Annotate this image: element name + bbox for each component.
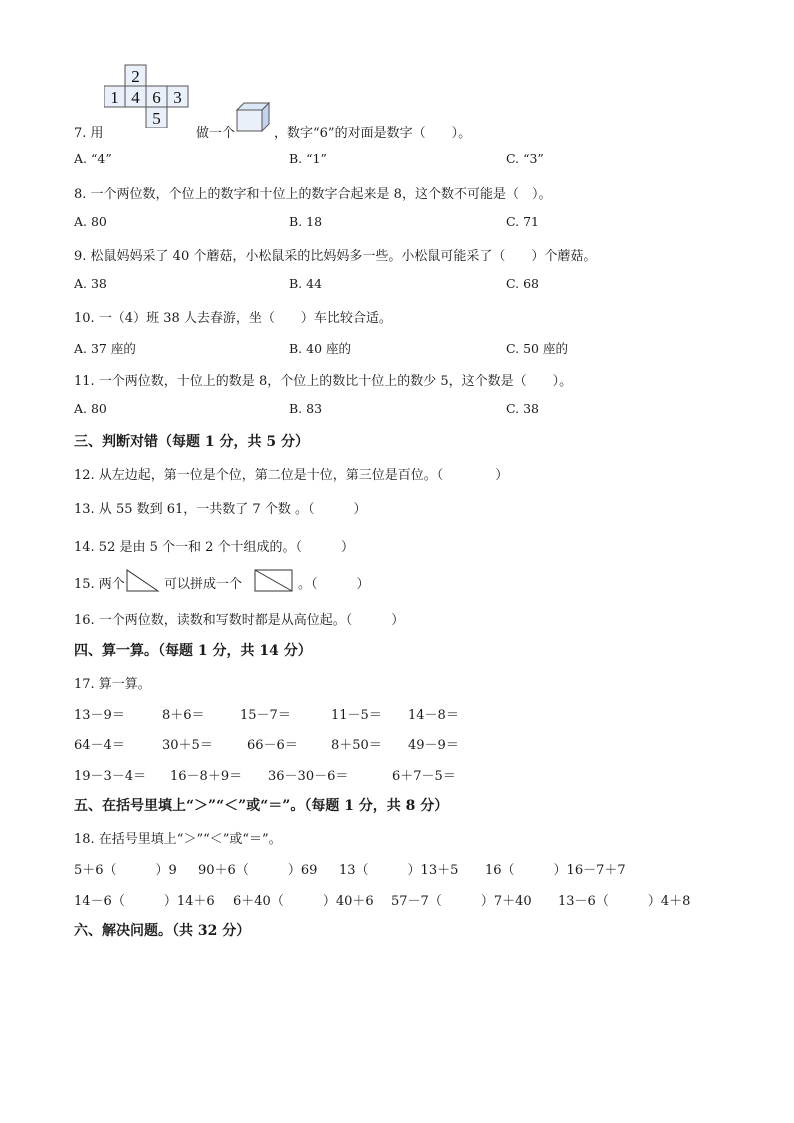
q7-option-a: A. “4” — [74, 151, 112, 166]
calc-item: 8＋50＝ — [331, 738, 382, 753]
net-digit: 3 — [173, 88, 182, 107]
q10-text: 10. 一（4）班 38 人去春游，坐（ ）车比较合适。 — [74, 311, 392, 326]
calc-item: 6＋7－5＝ — [392, 769, 456, 784]
calc-item: 8＋6＝ — [162, 708, 205, 723]
q7-option-b: B. “1” — [289, 151, 327, 166]
q10-option-c: C. 50 座的 — [506, 341, 568, 356]
q10-option-a: A. 37 座的 — [74, 341, 136, 356]
q9-option-b: B. 44 — [289, 276, 323, 291]
calc-item: 64－4＝ — [74, 738, 125, 753]
calc-item: 15－7＝ — [240, 708, 291, 723]
section-6-heading: 六、解决问题。（共 32 分） — [74, 923, 251, 939]
compare-item: 14－6（ ）14＋6 — [74, 894, 215, 909]
q11-option-a: A. 80 — [74, 401, 107, 416]
q10-option-b: B. 40 座的 — [289, 341, 352, 356]
q7-prefix: 7. 用 — [74, 126, 104, 141]
q8-option-b: B. 18 — [289, 214, 323, 229]
q9-option-a: A. 38 — [74, 276, 107, 291]
net-digit: 4 — [131, 88, 140, 107]
calc-item: 11－5＝ — [331, 708, 382, 723]
compare-item: 16（ ）16－7＋7 — [485, 863, 626, 878]
calc-item: 13－9＝ — [74, 708, 125, 723]
net-digit: 5 — [152, 109, 161, 128]
calc-item: 14－8＝ — [408, 708, 459, 723]
q15-mid: 可以拼成一个 — [164, 577, 243, 592]
compare-item: 5＋6（ ）9 — [74, 863, 177, 878]
cube-net-figure — [104, 64, 192, 128]
q7-suffix: ，数字“6”的对面是数字（ ）。 — [274, 126, 472, 141]
q18-title: 18. 在括号里填上“＞”“＜”或“＝”。 — [74, 832, 282, 847]
net-digit: 1 — [110, 88, 119, 107]
q7-mid: 做一个 — [196, 126, 236, 141]
section-5-heading: 五、在括号里填上“＞”“＜”或“＝”。（每题 1 分，共 8 分） — [74, 798, 449, 814]
q8-option-c: C. 71 — [506, 214, 539, 229]
calc-item: 16－8＋9＝ — [170, 769, 243, 784]
q9-option-c: C. 68 — [506, 276, 539, 291]
section-3-heading: 三、判断对错（每题 1 分，共 5 分） — [74, 434, 309, 450]
compare-item: 6＋40（ ）40＋6 — [233, 894, 374, 909]
rectangle-with-diagonal-icon — [254, 569, 294, 593]
right-triangle-icon — [126, 569, 160, 593]
q15-prefix: 15. 两个 — [74, 577, 125, 592]
q15-suffix: 。（ ） — [298, 577, 370, 592]
q8-text: 8. 一个两位数，个位上的数字和十位上的数字合起来是 8，这个数不可能是（ ）。 — [74, 187, 552, 202]
q16-text: 16. 一个两位数，读数和写数时都是从高位起。（ ） — [74, 613, 405, 628]
q14-text: 14. 52 是由 5 个一和 2 个十组成的。（ ） — [74, 540, 355, 555]
q8-option-a: A. 80 — [74, 214, 107, 229]
compare-item: 90＋6（ ）69 — [198, 863, 318, 878]
compare-item: 57－7（ ）7＋40 — [391, 894, 532, 909]
compare-item: 13（ ）13＋5 — [339, 863, 459, 878]
compare-item: 13－6（ ）4＋8 — [558, 894, 691, 909]
calc-item: 66－6＝ — [247, 738, 298, 753]
cube-icon — [236, 102, 270, 132]
q17-title: 17. 算一算。 — [74, 677, 151, 692]
net-digit: 6 — [152, 88, 161, 107]
q13-text: 13. 从 55 数到 61，一共数了 7 个数 。（ ） — [74, 502, 367, 517]
calc-item: 49－9＝ — [408, 738, 459, 753]
calc-item: 36－30－6＝ — [268, 769, 349, 784]
q11-text: 11. 一个两位数，十位上的数是 8，个位上的数比十位上的数少 5，这个数是（ ）。 — [74, 374, 573, 389]
calc-item: 30＋5＝ — [162, 738, 213, 753]
q12-text: 12. 从左边起，第一位是个位，第二位是十位，第三位是百位。（ ） — [74, 468, 509, 483]
q11-option-c: C. 38 — [506, 401, 539, 416]
q11-option-b: B. 83 — [289, 401, 323, 416]
net-digit: 2 — [131, 67, 140, 86]
q9-text: 9. 松鼠妈妈采了 40 个蘑菇，小松鼠采的比妈妈多一些。小松鼠可能采了（ ）个蘑菇。 — [74, 249, 597, 264]
calc-item: 19－3－4＝ — [74, 769, 147, 784]
q7-option-c: C. “3” — [506, 151, 544, 166]
section-4-heading: 四、算一算。（每题 1 分，共 14 分） — [74, 643, 312, 659]
